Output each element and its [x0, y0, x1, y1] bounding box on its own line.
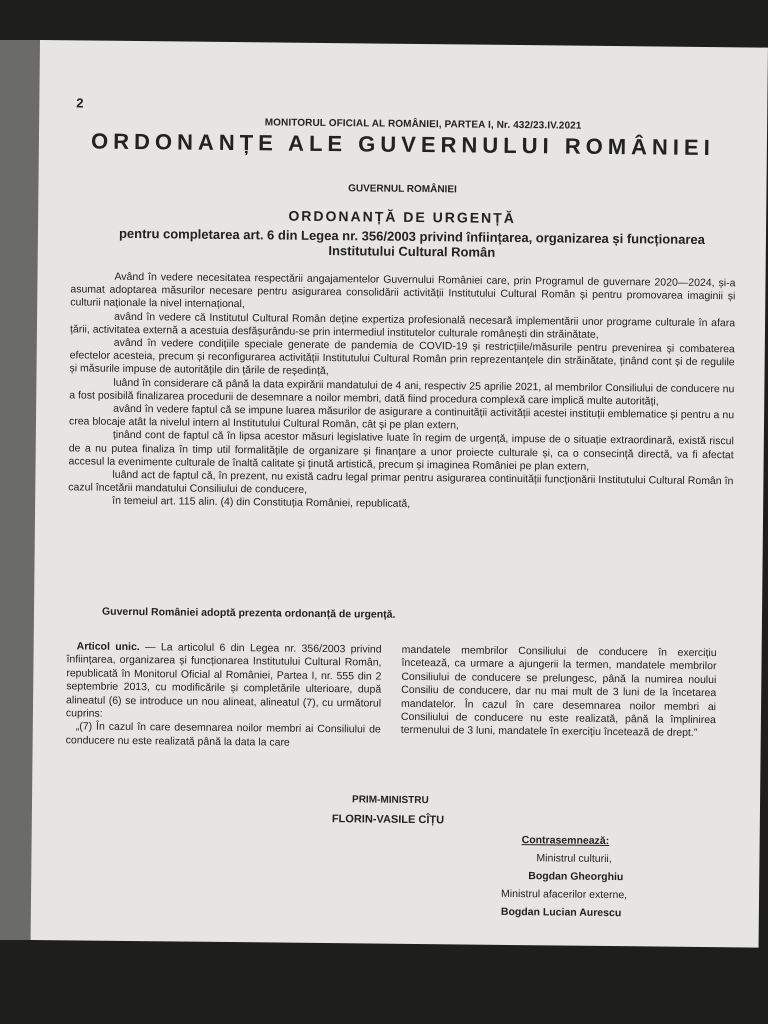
article-heading: Articol unic.	[76, 640, 140, 654]
preamble-paragraph: având în vedere condițiile speciale generate de pandemia de COVID-19 și restricțiile/măsurile pentru prevenirea și combaterea efectelor acesteia, precum și reconfigurarea activității Institutului Cultural Român prin reprezentanțele din străinătate, ținând cont și de regulile și măsurile impuse de autoritățile din țările de reședință,	[69, 336, 735, 378]
section-title: ORDONANȚE ALE GUVERNULUI ROMÂNIEI	[90, 128, 715, 161]
article-text: — La articolul 6 din Legea nr. 356/2003 privind înființarea, organizarea și funcționarea Institutului Cultural Român, republicată în Monitorul Oficial al României, Partea I, nr. 555 din 2 septembrie 2013, cu modificările și completările ulterioare, după alineatul (6) se introduce un nou alineat, alineatul (7), cu următorul cuprins:	[65, 641, 382, 720]
minister2-name: Bogdan Lucian Aurescu	[500, 905, 622, 920]
article-quote-continued: mandatele membrilor Consiliului de conducere în exercițiu încetează, ca urmare a ajungerii la termen, mandatele membrilor Consiliului de conducere se prelungesc, până la numirea noului Consiliu de conducere, dar nu mai mult de 3 luni de la încetarea mandatelor. În cazul în care desemnarea noilor membri ai Consiliului de conducere nu este realizată, până la împlinirea termenului de 3 luni, mandatele în exercițiu încetează de drept.”	[400, 643, 717, 740]
minister2-role: Ministrul afacerilor externe,	[501, 887, 628, 902]
preamble-paragraph: ținând cont de faptul că în lipsa acestor măsuri legislative luate în regim de urgență, impuse de o situație extraordinară, există riscul de a nu putea finaliza în timp util formalitățile de organizare și finanțare a unor proiecte culturale și, ca o consecință directă, va fi afectat accesul la evenimente culturale de înaltă calitate și ținută artistică, precum și imaginea României pe plan extern,	[68, 429, 734, 473]
minister1-name: Bogdan Gheorghiu	[528, 870, 624, 884]
preamble-paragraph: luând act de faptul că, în prezent, nu există cadru legal primar pentru asigurarea continuității funcționării Institutului Cultural Român în cazul încetării mandatului Consiliului de conducere,	[68, 468, 734, 497]
article-right-column	[401, 644, 717, 741]
document-page	[31, 40, 768, 948]
countersign-label: Contrasemnează:	[521, 834, 610, 848]
preamble	[68, 270, 735, 515]
act-title: ORDONANȚĂ DE URGENȚĂ	[288, 207, 516, 226]
gazette-header: MONITORUL OFICIAL AL ROMÂNIEI, PARTEA I, Nr. 432/23.IV.2021	[264, 117, 582, 132]
preamble-paragraph: Având în vedere necesitatea respectării angajamentelor Guvernului României care, prin Programul de guvernare 2020—2024, și-a asumat adoptarea măsurilor necesare pentru asigurarea consolidării activității Institutului Cultural Român și pentru promovarea imaginii și culturii naționale la nivel internațional,	[70, 270, 736, 311]
minister1-role: Ministrul culturii,	[536, 852, 612, 866]
article-quote-start: „(7) În cazul în care desemnarea noilor membri ai Consiliului de conducere nu este realizată până la data la care	[65, 720, 381, 749]
preamble-paragraph: având în vedere faptul că se impune luarea măsurilor de asigurare a continuității activității acestei instituții emblematice și pentru a nu crea blocaje atât la nivelul intern al Institutului Cultural Român, cât și pe plan extern,	[68, 402, 735, 432]
preamble-paragraph: în temeiul art. 115 alin. (4) din Constituția României, republicată,	[112, 495, 411, 511]
pm-name: FLORIN-VASILE CÎȚU	[331, 813, 445, 827]
act-subtitle: pentru completarea art. 6 din Legea nr. 356/2003 privind înființarea, organizarea și funcționarea Institutului Cultural Român	[118, 225, 705, 260]
preamble-paragraph: luând în considerare că până la data expirării mandatului de 4 ani, respectiv 25 aprilie 2021, al membrilor Consiliului de conducere nu a fost posibilă finalizarea procedurii de desemnare a noilor membri, dată fiind procedura complexă care implică multe autorități,	[69, 376, 735, 408]
adoption-statement: Guvernul României adoptă prezenta ordonanță de urgență.	[101, 605, 396, 621]
pm-role: PRIM-MINISTRU	[352, 794, 429, 807]
page-number: 2	[76, 95, 84, 111]
preamble-paragraph: având în vedere că Institutul Cultural Român deține expertiza profesională necesară implementării unor programe culturale în afara țării, activitatea externă a acestuia desfășurându-se prin intermediul institutelor culturale românești din străinătate,	[69, 310, 736, 341]
article-left-column	[66, 640, 382, 751]
issuer: GUVERNUL ROMÂNIEI	[348, 183, 457, 196]
article-body	[66, 640, 382, 724]
